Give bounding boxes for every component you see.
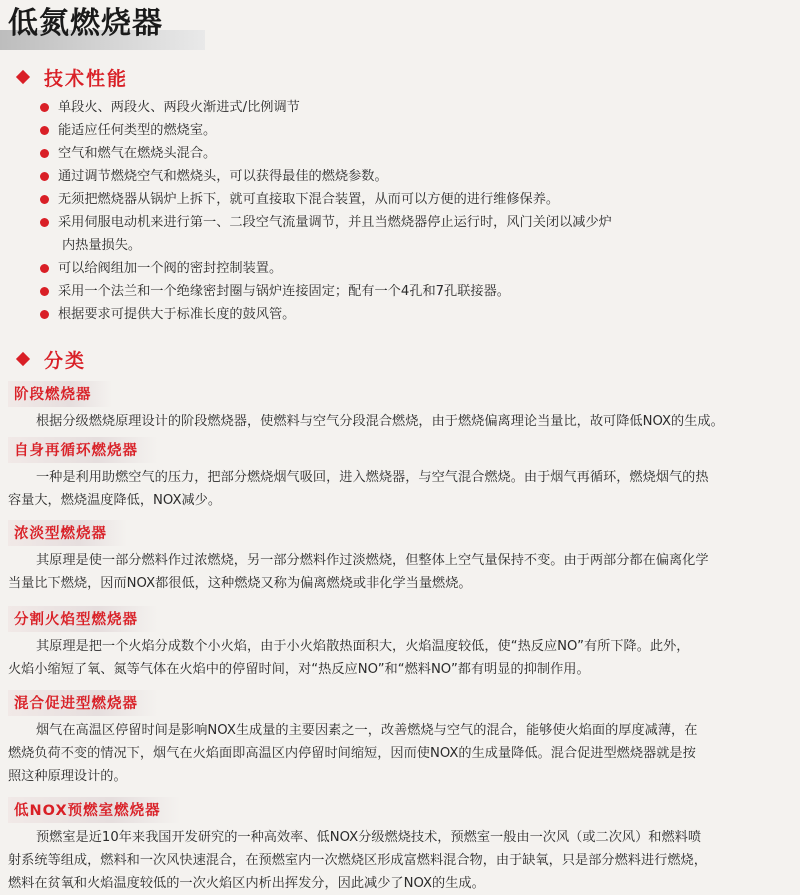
red-dot-icon bbox=[40, 195, 49, 204]
list-item: 能适应任何类型的燃烧室。 bbox=[40, 119, 780, 142]
red-dot-icon bbox=[40, 172, 49, 181]
list-item: 单段火、两段火、两段火渐进式/比例调节 bbox=[40, 96, 780, 119]
section-heading-classify bbox=[14, 346, 86, 372]
type-description: 其原理是把一个火焰分成数个小火焰，由于小火焰散热面积大，火焰温度较低，使“热反应NO”有所下降。此外， 火焰小缩短了氧、氮等气体在火焰中的停留时间，对“热反应NO”和“燃料NO”都有明显的抑制作用。 bbox=[8, 639, 690, 677]
list-item: 无须把燃烧器从锅炉上拆下，就可直接取下混合装置，从而可以方便的进行维修保养。 bbox=[40, 188, 780, 211]
list-item: 采用伺服电动机来进行第一、二段空气流量调节，并且当燃烧器停止运行时，风门关闭以减少炉 内热量损失。 bbox=[40, 211, 780, 257]
section-heading-tech bbox=[14, 64, 128, 90]
type-description: 根据分级燃烧原理设计的阶段燃烧器，使燃料与空气分段混合燃烧，由于燃烧偏离理论当量比，故可降低NOX的生成。 bbox=[36, 414, 724, 429]
diamond-bullet-icon bbox=[16, 70, 30, 84]
type-heading: 分割火焰型燃烧器 bbox=[8, 606, 158, 632]
type-heading: 自身再循环燃烧器 bbox=[8, 437, 158, 463]
type-block-staged bbox=[8, 381, 788, 433]
red-dot-icon bbox=[40, 218, 49, 227]
list-item: 采用一个法兰和一个绝缘密封圈与锅炉连接固定；配有一个4孔和7孔联接器。 bbox=[40, 280, 780, 303]
type-block-split-flame bbox=[8, 606, 788, 681]
type-block-precombustor bbox=[8, 797, 788, 895]
list-item: 通过调节燃烧空气和燃烧头，可以获得最佳的燃烧参数。 bbox=[40, 165, 780, 188]
type-description: 一种是利用助燃空气的压力，把部分燃烧烟气吸回，进入燃烧器，与空气混合燃烧。由于烟气再循环，燃烧烟气的热 容量大，燃烧温度降低，NOX减少。 bbox=[8, 470, 709, 508]
section-label: 分类 bbox=[44, 349, 87, 372]
type-heading: 低NOX预燃室燃烧器 bbox=[8, 797, 181, 823]
list-item: 空气和燃气在燃烧头混合。 bbox=[40, 142, 780, 165]
red-dot-icon bbox=[40, 103, 49, 112]
tech-bullet-list bbox=[40, 96, 780, 326]
section-label: 技术性能 bbox=[44, 67, 129, 90]
type-block-mixing bbox=[8, 690, 788, 788]
red-dot-icon bbox=[40, 126, 49, 135]
list-item: 根据要求可提供大于标准长度的鼓风管。 bbox=[40, 303, 780, 326]
red-dot-icon bbox=[40, 310, 49, 319]
type-description: 其原理是使一部分燃料作过浓燃烧，另一部分燃料作过淡燃烧，但整体上空气量保持不变。由于两部分都在偏离化学 当量比下燃烧，因而NOX都很低，这种燃烧又称为偏离燃烧或非化学当量燃烧。 bbox=[8, 553, 709, 591]
diamond-bullet-icon bbox=[16, 352, 30, 366]
type-block-recirculation bbox=[8, 437, 788, 512]
type-description: 烟气在高温区停留时间是影响NOX生成量的主要因素之一，改善燃烧与空气的混合，能够使火焰面的厚度减薄，在 燃烧负荷不变的情况下，烟气在火焰面即高温区内停留时间缩短，因而使NOX的生成量降低。混合促进型燃烧器就是按 照这种原理设计的。 bbox=[8, 723, 698, 784]
red-dot-icon bbox=[40, 264, 49, 273]
type-heading: 阶段燃烧器 bbox=[8, 381, 112, 407]
list-item: 可以给阀组加一个阀的密封控制装置。 bbox=[40, 257, 780, 280]
red-dot-icon bbox=[40, 287, 49, 296]
type-description: 预燃室是近10年来我国开发研究的一种高效率、低NOX分级燃烧技术，预燃室一般由一次风（或二次风）和燃料喷 射系统等组成，燃料和一次风快速混合，在预燃室内一次燃烧区形成富燃料混合物，由于缺氧，只是部分燃料进行燃烧， 燃料在贫氧和火焰温度较低的一次火焰区内析出挥发分，因此减少了NOX的生成。 bbox=[8, 830, 707, 891]
type-block-rich-lean bbox=[8, 520, 788, 595]
title-block bbox=[0, 4, 800, 46]
red-dot-icon bbox=[40, 149, 49, 158]
page-title: 低氮燃烧器 bbox=[8, 6, 163, 41]
type-heading: 混合促进型燃烧器 bbox=[8, 690, 158, 716]
type-heading: 浓淡型燃烧器 bbox=[8, 520, 127, 546]
